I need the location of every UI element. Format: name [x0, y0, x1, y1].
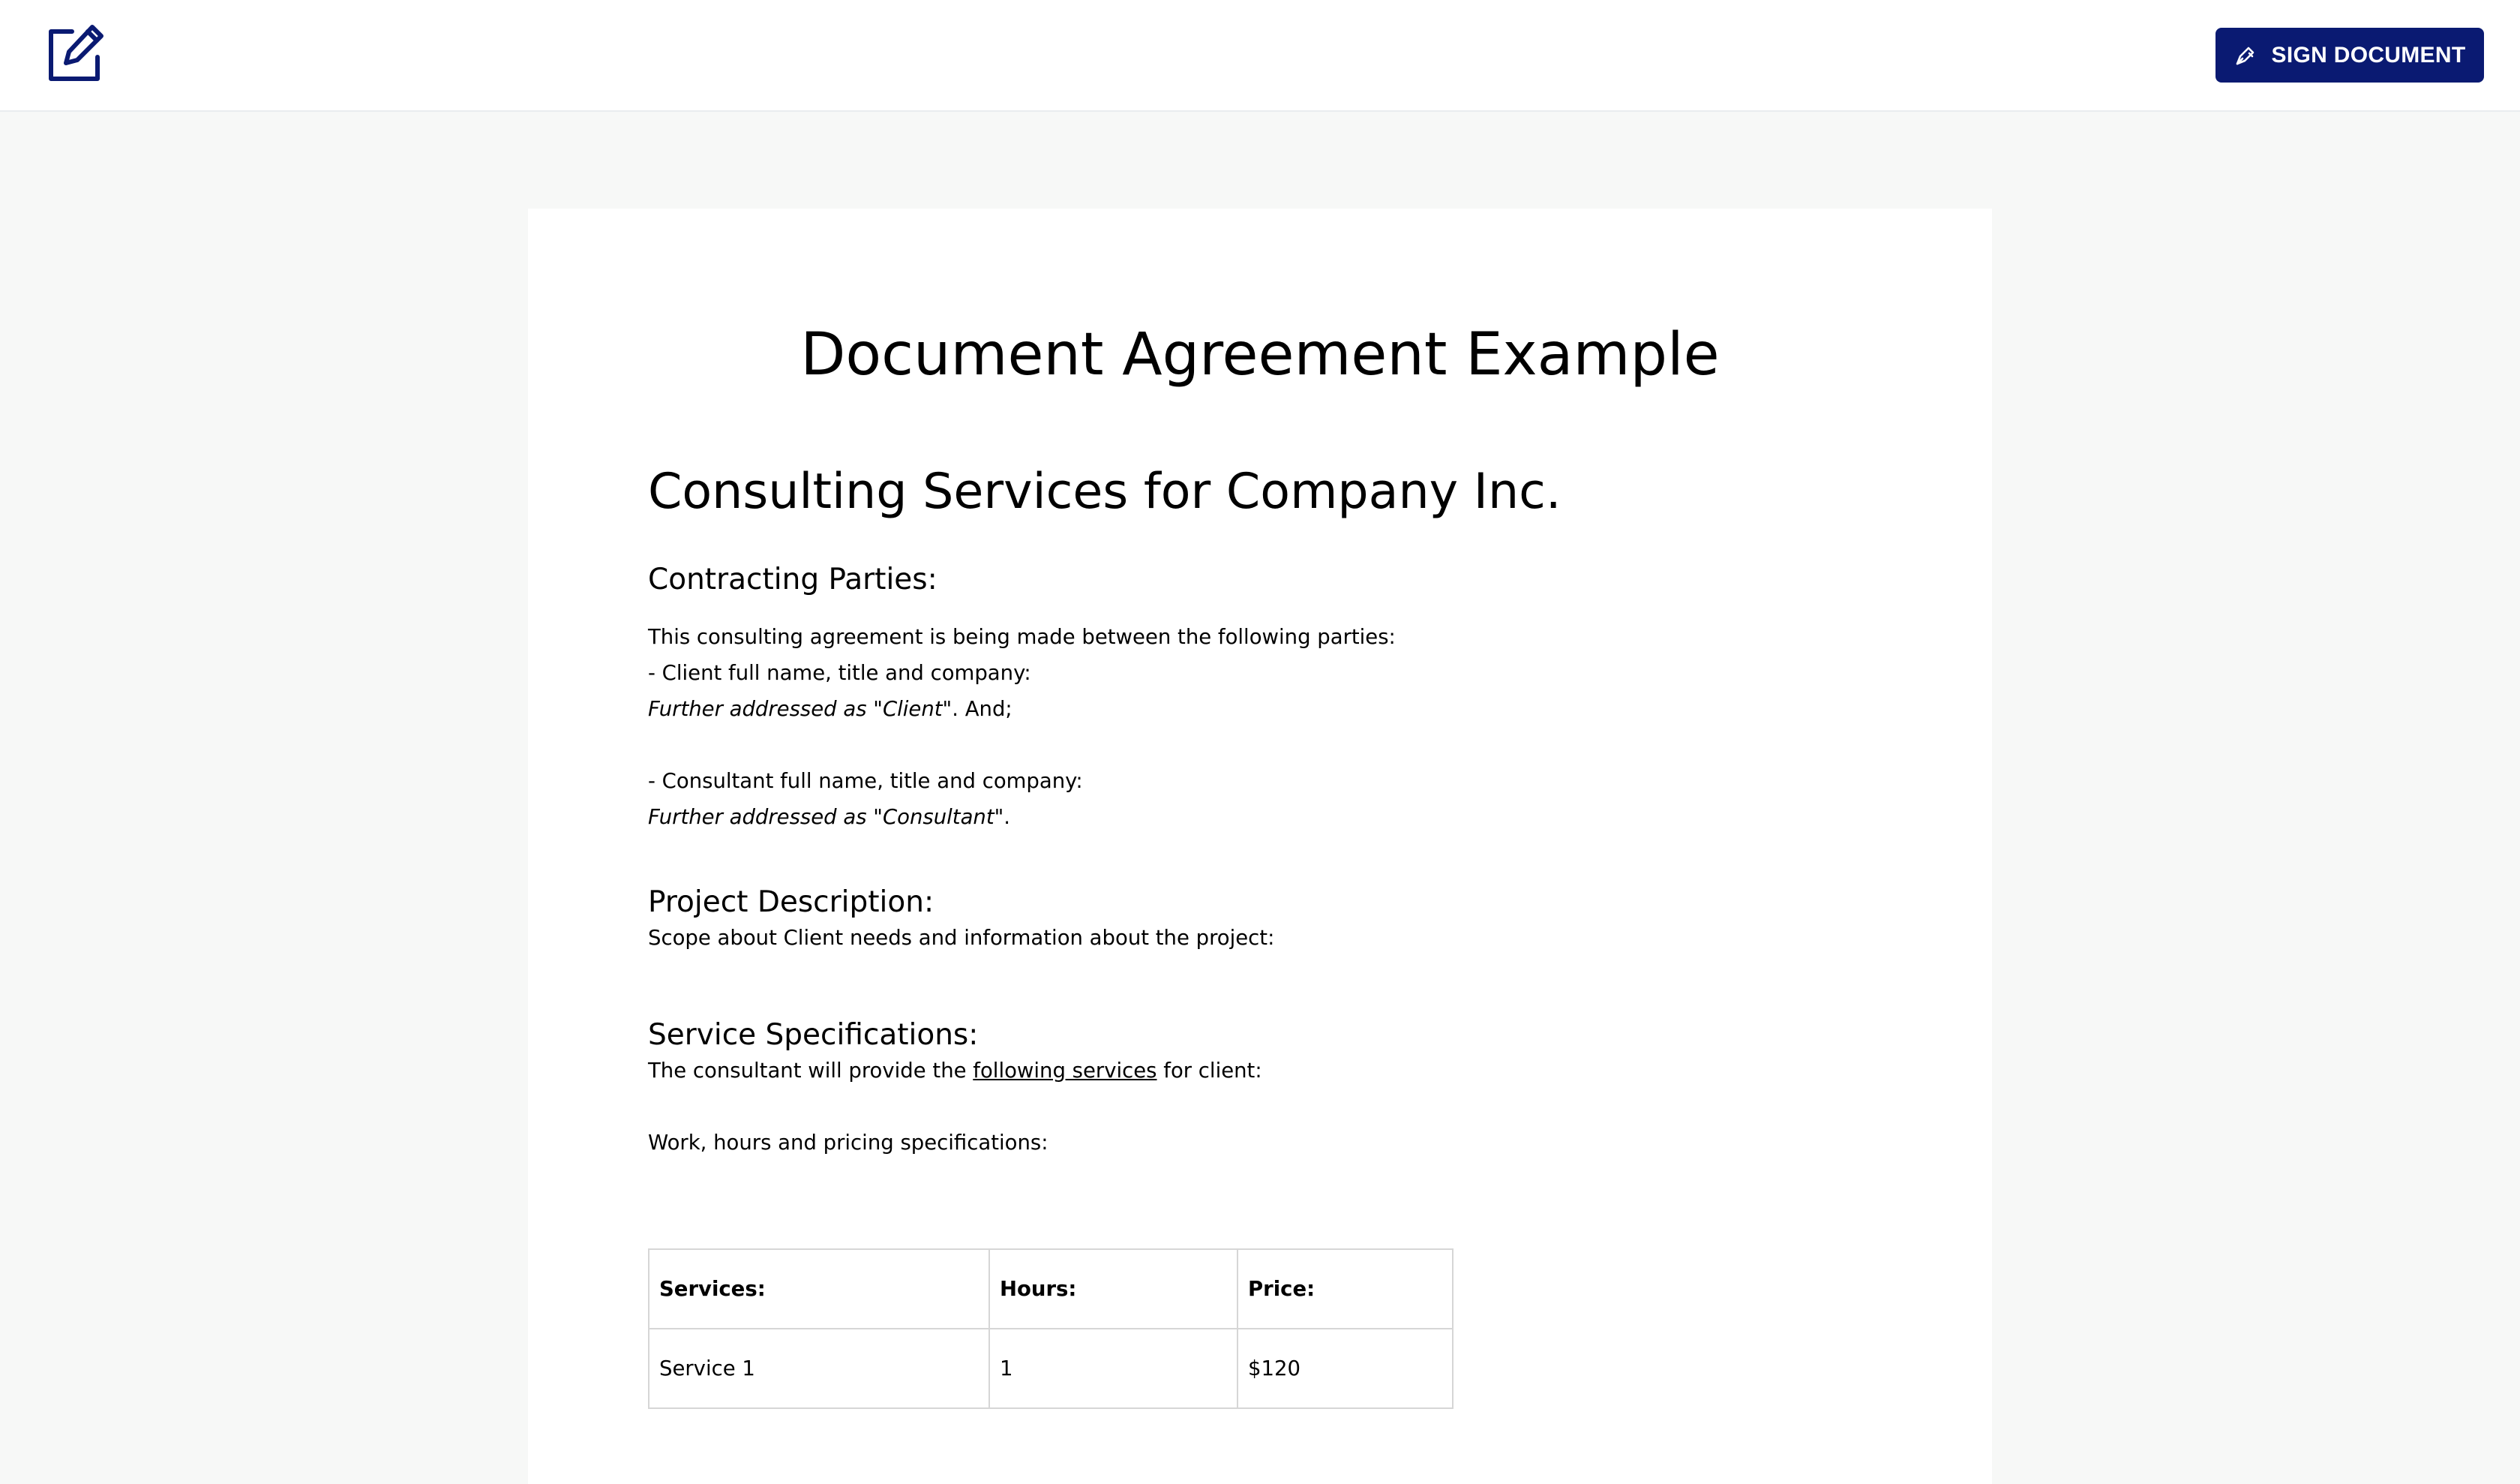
- services-text: [648, 1053, 1878, 1089]
- table-header-price: Price:: [1238, 1249, 1453, 1329]
- client-line: - Client full name, title and company:: [648, 661, 1031, 685]
- document-title: Document Agreement Example: [800, 321, 1720, 389]
- client-alias-line: [648, 691, 1878, 727]
- sign-document-label: SIGN DOCUMENT: [2271, 42, 2466, 68]
- contracting-parties-heading: Contracting Parties:: [648, 563, 938, 596]
- table-header-services: Services:: [649, 1249, 989, 1329]
- services-table: [648, 1248, 1454, 1409]
- following-services-link[interactable]: following services: [973, 1059, 1157, 1083]
- consultant-alias-line: [648, 799, 1878, 835]
- top-bar: [0, 0, 2520, 112]
- document-content: [648, 464, 1878, 1161]
- document-page: [528, 209, 1992, 1484]
- consultant-alias: Further addressed as "Consultant": [648, 805, 1004, 829]
- table-header-row: [649, 1249, 1453, 1329]
- project-description-text: Scope about Client needs and information about the project:: [648, 926, 1275, 950]
- services-text-after: for client:: [1156, 1059, 1262, 1083]
- consultant-suffix: .: [1004, 805, 1011, 829]
- document-heading: Consulting Services for Company Inc.: [648, 464, 1562, 520]
- blank-line: [648, 727, 1878, 763]
- table-row: [649, 1329, 1453, 1408]
- edit-document-icon[interactable]: [45, 23, 106, 84]
- client-suffix: . And;: [952, 697, 1012, 721]
- service-specifications-heading: Service Specifications:: [648, 1018, 979, 1052]
- client-alias: Further addressed as "Client": [648, 697, 952, 721]
- parties-intro: This consulting agreement is being made between the following parties:: [648, 625, 1396, 649]
- services-text-before: The consultant will provide the: [648, 1059, 974, 1083]
- pricing-text: Work, hours and pricing specifications:: [648, 1131, 1048, 1155]
- consultant-line: - Consultant full name, title and company:: [648, 769, 1083, 793]
- table-header-hours: Hours:: [989, 1249, 1238, 1329]
- project-description-heading: Project Description:: [648, 885, 934, 919]
- table-cell-service: Service 1: [649, 1329, 989, 1408]
- table-cell-price: $120: [1238, 1329, 1453, 1408]
- pen-icon: [2234, 44, 2257, 67]
- table-cell-hours: 1: [989, 1329, 1238, 1408]
- sign-document-button[interactable]: [2216, 28, 2484, 83]
